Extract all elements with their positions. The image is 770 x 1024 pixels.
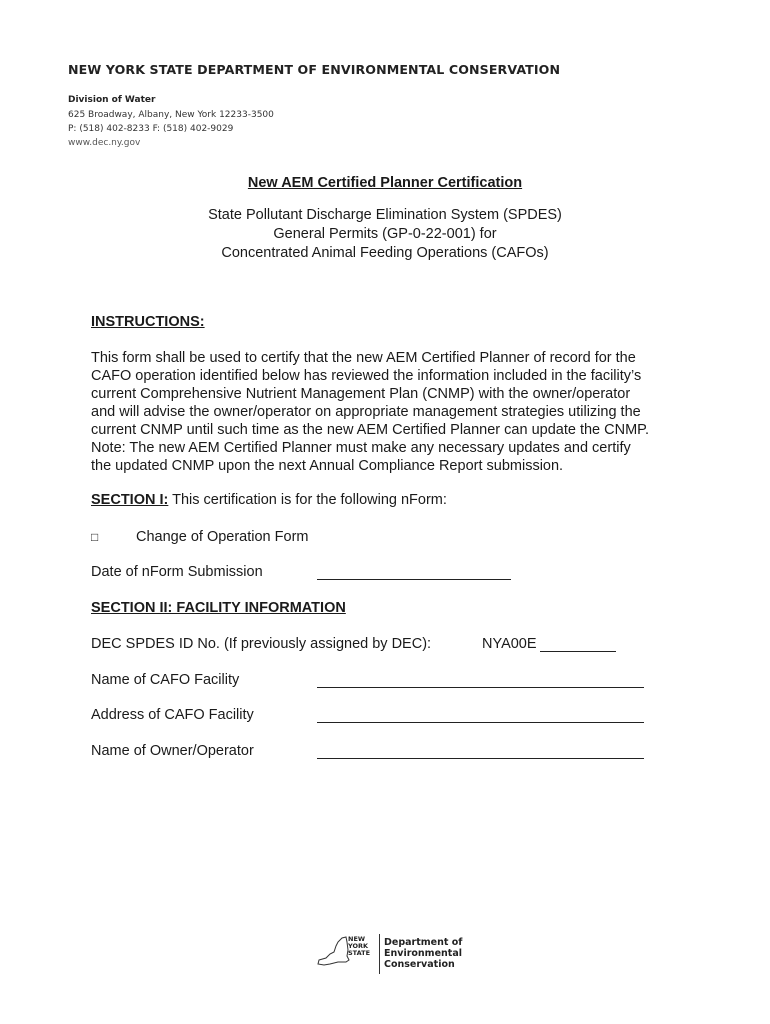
- owner-operator-field[interactable]: [317, 744, 644, 759]
- website-link[interactable]: www.dec.ny.gov: [68, 138, 141, 148]
- new-york-state-outline-icon: [316, 934, 350, 970]
- date-submission-label: Date of nForm Submission: [91, 564, 263, 580]
- instructions-line: current Comprehensive Nutrient Management Plan (CNMP) with the owner/operator: [91, 386, 631, 402]
- dec-logo-text: [384, 937, 462, 970]
- phone-fax: P: (518) 402-8233 F: (518) 402-9029: [68, 124, 234, 134]
- instructions-line: Note: The new AEM Certified Planner must make any necessary updates and certify: [91, 440, 631, 456]
- subtitle-line-2: General Permits (GP-0-22-001) for: [273, 226, 497, 242]
- nys-logo-text: [348, 936, 370, 957]
- division-name: Division of Water: [68, 95, 156, 105]
- change-of-operation-checkbox[interactable]: □: [91, 530, 99, 544]
- nys-logo-line: YORK: [348, 942, 369, 950]
- instructions-paragraph: [91, 349, 691, 475]
- spdes-id-field[interactable]: [540, 637, 616, 652]
- section-1-heading: SECTION I:: [91, 492, 169, 508]
- dec-logo-line: Environmental: [384, 948, 462, 959]
- instructions-line: current CNMP until such time as the new AEM Certified Planner can update the CNMP.: [91, 422, 649, 438]
- subtitle-line-1: State Pollutant Discharge Elimination System (SPDES): [208, 207, 562, 223]
- document-title: New AEM Certified Planner Certification: [247, 175, 523, 191]
- change-of-operation-label: Change of Operation Form: [136, 529, 309, 545]
- street-address: 625 Broadway, Albany, New York 12233-3500: [68, 110, 274, 120]
- instructions-line: This form shall be used to certify that the new AEM Certified Planner of record for the: [91, 350, 636, 366]
- instructions-line: and will advise the owner/operator on appropriate management strategies utilizing the: [91, 404, 641, 420]
- facility-address-label: Address of CAFO Facility: [91, 707, 254, 723]
- instructions-line: CAFO operation identified below has reviewed the information included in the facility’s: [91, 368, 642, 384]
- nys-logo-line: STATE: [348, 949, 371, 957]
- spdes-id-prefix: NYA00E: [482, 636, 537, 652]
- instructions-line: the updated CNMP upon the next Annual Compliance Report submission.: [91, 458, 564, 474]
- facility-name-label: Name of CAFO Facility: [91, 672, 240, 688]
- subtitle-line-3: Concentrated Animal Feeding Operations (CAFOs): [221, 245, 549, 261]
- date-submission-field[interactable]: [317, 565, 511, 580]
- facility-name-field[interactable]: [317, 673, 644, 688]
- section-1-text: This certification is for the following nForm:: [168, 492, 447, 508]
- instructions-heading: INSTRUCTIONS:: [91, 314, 205, 330]
- agency-name: NEW YORK STATE DEPARTMENT OF ENVIRONMENTAL CONSERVATION: [68, 62, 561, 77]
- section-1-intro: [91, 492, 447, 508]
- dec-logo-line: Conservation: [384, 959, 455, 970]
- nys-logo-line: NEW: [348, 935, 366, 943]
- facility-address-field[interactable]: [317, 708, 644, 723]
- dec-logo-line: Department of: [384, 937, 463, 948]
- section-2-heading: SECTION II: FACILITY INFORMATION: [91, 600, 346, 616]
- logo-divider: [379, 934, 380, 974]
- spdes-id-label: DEC SPDES ID No. (If previously assigned by DEC):: [91, 636, 432, 652]
- owner-operator-label: Name of Owner/Operator: [91, 743, 254, 759]
